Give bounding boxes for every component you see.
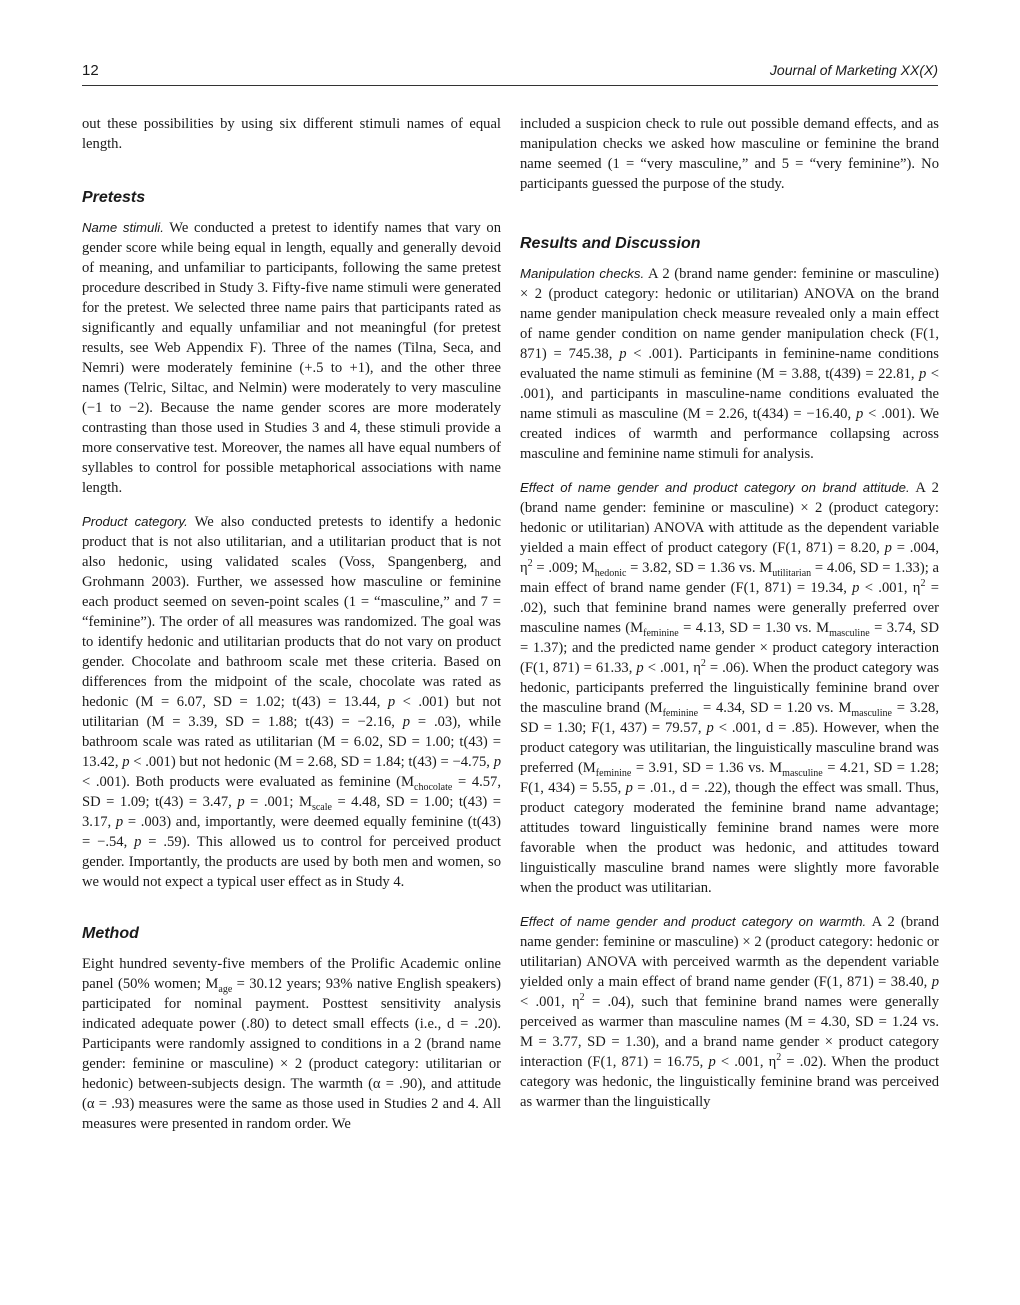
italic-p: p: [619, 346, 627, 362]
text: < .001, η: [520, 994, 580, 1010]
text: = 4.57, SD = 1.09; t(43) = 3.47,: [82, 774, 502, 810]
superscript: 2: [527, 558, 533, 570]
text: A 2 (brand name gender: feminine or masculine) × 2 (product category: hedonic or utilitarian) ANOVA with attitude as the dependent variable yielded a main effect of product category (F(1, 871) = 8.20,: [520, 480, 939, 556]
text: = 3.28, SD = 1.30; F(1, 437) = 79.57,: [520, 700, 940, 736]
superscript: 2: [920, 578, 926, 590]
italic-p: p: [884, 540, 892, 556]
subscript: feminine: [643, 627, 679, 639]
subscript: utilitarian: [772, 567, 812, 579]
page-number: 12: [82, 62, 99, 79]
text: < .001). We created indices of warmth and performance collapsing across masculine and feminine name stimuli for analysis.: [520, 406, 939, 462]
text: < .001, η: [643, 660, 701, 676]
paragraph-warmth: [520, 912, 939, 1112]
paragraph-brand-attitude: [520, 478, 939, 898]
text: < .001) but not utilitarian (M = 3.39, SD = 1.88; t(43) = −2.16,: [82, 694, 501, 730]
text: = .001; M: [244, 794, 312, 810]
italic-p: p: [708, 1054, 716, 1070]
subscript: age: [218, 983, 233, 995]
right-column: [520, 114, 939, 1112]
section-heading-method: Method: [82, 925, 139, 942]
text: = .06). When the product category was hedonic, participants preferred the linguistically feminine brand over the masculine brand (M: [520, 660, 939, 716]
italic-p: p: [115, 814, 124, 830]
italic-p: p: [931, 974, 939, 990]
italic-p: p: [856, 406, 864, 422]
text: = .004, η: [520, 540, 939, 576]
text: < .001, d = .85). However, when the product category was utilitarian, the linguistically masculine brand was preferred (M: [520, 720, 940, 776]
text: = 4.48, SD = 1.00; t(43) = 3.17,: [82, 794, 501, 830]
subscript: hedonic: [594, 567, 627, 579]
text: < .001, η: [859, 580, 921, 596]
paragraph-name-stimuli: [82, 218, 501, 498]
superscript: 2: [579, 992, 585, 1004]
subscript: masculine: [851, 707, 892, 719]
text: = 4.21, SD = 1.28; F(1, 434) = 5.55,: [520, 760, 940, 796]
text: = .59). This allowed us to control for perceived product gender. Importantly, the products are used by both men and women, so we would not expect a typical user effect as in Study 4.: [82, 834, 501, 890]
text: = .009; M: [532, 560, 595, 576]
paragraph-continued: included a suspicion check to rule out possible demand effects, and as manipulation checks we asked how masculine or feminine the brand name seemed (1 = “very masculine,” and 5 = “very feminine”). No participants guessed the purpose of the study.: [520, 116, 939, 192]
section-heading-pretests: Pretests: [82, 189, 146, 206]
paragraph-method: [82, 954, 501, 1134]
text: = 4.34, SD = 1.20 vs. M: [698, 700, 852, 716]
text: = .02), such that feminine brand names were generally preferred over masculine names (M: [520, 580, 939, 636]
text: A 2 (brand name gender: feminine or masculine) × 2 (product category: hedonic or utilitarian) ANOVA with perceived warmth as the dependent variable yielded only a main effect of brand name gender (F(1, 871) = 38.40,: [520, 914, 939, 990]
text: We also conducted pretests to identify a hedonic product that is not also utilitarian, and a utilitarian product that is not also hedonic, using validated scales (Voss, Spangenberg, and Grohmann 2003). Further, we assessed how masculine or feminine each product seemed on seven-point scales (1 = “masculine,” and 7 = “feminine”). The order of all measures was randomized. The goal was to identify hedonic and utilitarian products that do not vary on product gender. Chocolate and bathroom scale met these criteria. Based on differences from the midpoint of the scale, chocolate was rated as hedonic (M = 6.07, SD = 1.02; t(43) = 13.44,: [82, 514, 501, 710]
left-column: [82, 114, 501, 1134]
text: < .001). Both products were evaluated as feminine (M: [82, 774, 415, 790]
text: Eight hundred seventy-five members of the Prolific Academic online panel (50% women; M: [82, 956, 501, 992]
text: < .001), and participants in masculine-name conditions evaluated the name stimuli as masculine (M = 2.26, t(434) = −16.40,: [520, 366, 939, 422]
italic-p: p: [706, 720, 714, 736]
text: = .03), while bathroom scale was rated as utilitarian (M = 6.02, SD = 1.00; t(43) = 13.42,: [82, 714, 501, 770]
italic-p: p: [852, 580, 860, 596]
italic-p: p: [122, 754, 130, 770]
italic-p: p: [919, 366, 927, 382]
text: = 3.74, SD = 1.37); and the predicted name gender × product category interaction (F(1, 871) = 61.33,: [520, 620, 939, 676]
subscript: masculine: [829, 627, 870, 639]
superscript: 2: [776, 1052, 782, 1064]
runin-heading-product-category: Product category.: [82, 514, 188, 529]
text: A 2 (brand name gender: feminine or masculine) × 2 (product category: hedonic or utilitarian) ANOVA on the brand name gender manipulation check measure revealed only a main effect of name gender condition on name gender manipulation check (F(1, 871) = 745.38,: [520, 266, 940, 362]
text: We conducted a pretest to identify names that vary on gender score while being equal in length, equally and generally devoid of meaning, and unfamiliar to participants, following the same pretest procedure described in Study 3. Fifty-five name stimuli were generated for the pretest. We selected three name pairs that participants rated as significantly and equally unfamiliar and not meaningful (for pretest results, see Web Appendix F). Three of the names (Tilna, Seca, and Nemri) were moderately feminine (+.5 to +1), and the other three names (Telric, Siltac, and Nelmin) were moderately to very masculine (−1 to −2). Because the name gender scores are more moderately contrasting than those used in Studies 3 and 4, these stimuli provide a more conservative test. Moreover, the names all have equal numbers of syllables to control for possible metaphorical associations with name length.: [82, 220, 501, 496]
italic-p: p: [636, 660, 644, 676]
text: = 4.13, SD = 1.30 vs. M: [678, 620, 830, 636]
superscript: 2: [700, 658, 706, 670]
paragraph-continued: out these possibilities by using six different stimuli names of equal length.: [82, 116, 501, 152]
paragraph-manipulation-checks: [520, 264, 939, 464]
text: < .001, η: [715, 1054, 777, 1070]
italic-p: p: [134, 834, 142, 850]
text: = 30.12 years; 93% native English speakers) participated for nominal payment. Posttest sensitivity analysis indicated adequate power (.80) to detect small effects (i.e., d = .20). Participants were randomly assigned to conditions in a 2 (brand name gender: feminine or masculine) × 2 (product category: utilitarian or hedonic) between-subjects design. The warmth (α = .90), and attitude (α = .93) measures were the same as those used in Studies 2 and 4. All measures were presented in random order. We: [82, 976, 501, 1132]
text: = 3.91, SD = 1.36 vs. M: [631, 760, 783, 776]
runin-heading-manipulation-checks: Manipulation checks.: [520, 266, 645, 281]
text: = .01., d = .22), though the effect was small. Thus, product category moderated the feminine brand name advantage; attitudes toward linguistically feminine brand names were more favorable when the product was hedonic, and attitudes toward linguistically masculine brand names were slightly more favorable when the product was utilitarian.: [520, 780, 940, 896]
header-rule: [82, 85, 938, 86]
text: < .001). Participants in feminine-name conditions evaluated the name stimuli as feminine (M = 3.88, t(439) = 22.81,: [520, 346, 939, 382]
text: = .04), such that feminine brand names were generally perceived as warmer than masculine names (M = 4.30, SD = 1.24 vs. M = 3.77, SD = 1.30), and a brand name gender × product category interaction (F(1, 871) = 16.75,: [520, 994, 939, 1070]
italic-p: p: [402, 714, 411, 730]
italic-p: p: [237, 794, 245, 810]
subscript: chocolate: [414, 781, 453, 793]
paragraph-product-category: [82, 512, 501, 892]
subscript: feminine: [595, 767, 632, 779]
subscript: feminine: [662, 707, 699, 719]
section-heading-results: Results and Discussion: [520, 235, 701, 252]
runin-heading-name-stimuli: Name stimuli.: [82, 220, 164, 235]
journal-title: Journal of Marketing XX(X): [769, 62, 938, 78]
italic-p: p: [493, 754, 501, 770]
runin-heading-warmth: Effect of name gender and product category on warmth.: [520, 914, 867, 929]
text: = 3.82, SD = 1.36 vs. M: [626, 560, 773, 576]
text: < .001) but not hedonic (M = 2.68, SD = 1.84; t(43) = −4.75,: [129, 754, 494, 770]
text: = .02). When the product category was hedonic, the linguistically feminine brand was perceived as warmer than the linguistically: [520, 1054, 940, 1110]
subscript: masculine: [782, 767, 823, 779]
text: = .003) and, importantly, were deemed equally feminine (t(43) = −.54,: [82, 814, 502, 850]
italic-p: p: [625, 780, 633, 796]
subscript: scale: [311, 801, 332, 813]
runin-heading-brand-attitude: Effect of name gender and product category on brand attitude.: [520, 480, 910, 495]
text: = 4.06, SD = 1.33); a main effect of brand name gender (F(1, 871) = 19.34,: [520, 560, 939, 596]
italic-p: p: [387, 694, 396, 710]
